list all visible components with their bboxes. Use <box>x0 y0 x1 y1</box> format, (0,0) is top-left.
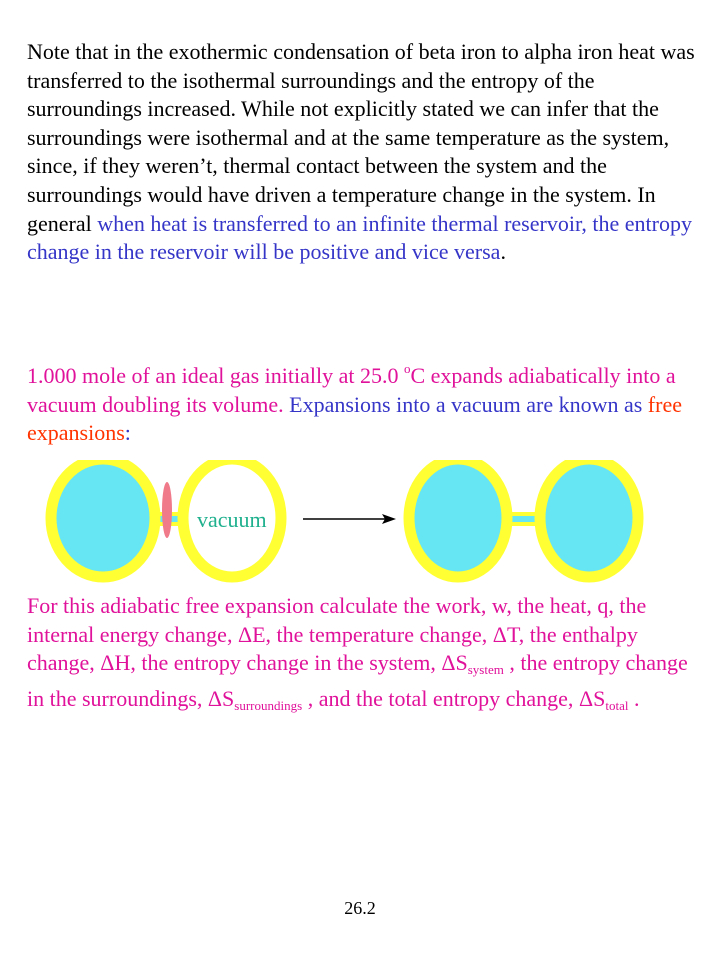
p2-definition: Expansions into a vacuum are known as <box>289 391 648 417</box>
p3-text-9: S <box>593 685 606 711</box>
delta-symbol: Δ <box>237 621 253 647</box>
p3-text-5: S <box>455 650 468 676</box>
subscript-total: total <box>605 697 629 713</box>
p2-end: : <box>124 420 131 446</box>
stopcock-valve <box>162 482 172 538</box>
p1-text: Note that in the exothermic condensation of beta iron to alpha iron heat was transferred to the isothermal surroundings and the entropy of the surroundings increased. While not explicitly stated we can infer that the surroundings were isothermal and at the same temperature as the system, since, if they weren’t, thermal contact between the system and the surroundings would have driven a temperature change in the system. In general <box>27 39 695 236</box>
p3-text-3: T, the enthalpy change, <box>27 621 638 676</box>
left-gas-bulb <box>51 460 155 577</box>
paragraph-problem-statement <box>27 355 697 448</box>
delta-symbol: Δ <box>492 621 507 647</box>
subscript-system: system <box>467 662 504 678</box>
paragraph-reservoir-entropy <box>27 38 697 267</box>
p3-text-6: , the entropy change in the surroundings, <box>27 650 688 711</box>
free-expansion-diagram <box>0 460 720 590</box>
paragraph-calculation-prompt <box>27 592 697 720</box>
p3-text-4: H, the entropy change in the system, <box>114 650 442 676</box>
p3-text-7: S <box>222 685 235 711</box>
delta-symbol: Δ <box>441 650 456 676</box>
p3-text-2: E, the temperature change, <box>252 621 493 647</box>
degree-symbol: o <box>403 361 411 376</box>
vacuum-label: vacuum <box>197 507 267 532</box>
right-bulb-left <box>409 460 507 577</box>
delta-symbol: Δ <box>207 685 223 711</box>
subscript-surroundings: surroundings <box>234 697 303 713</box>
free-expansions-term: free expansions <box>27 391 682 446</box>
delta-symbol: Δ <box>100 650 115 676</box>
p3-text-1: For this adiabatic free expansion calculate the work, w, the heat, q, the internal energy change, <box>27 593 647 647</box>
p2-text-a: 1.000 mole of an ideal gas initially at 25.0 <box>27 363 404 388</box>
page-number: 26.2 <box>344 898 376 918</box>
p3-text-8: , and the total entropy change, <box>302 685 579 711</box>
p1-highlight: when heat is transferred to an infinite thermal reservoir, the entropy change in the reservoir will be positive and vice versa <box>27 210 692 265</box>
p3-text-10: . <box>628 685 640 711</box>
p1-end: . <box>500 239 506 265</box>
delta-symbol: Δ <box>578 685 594 711</box>
p2-text-b: C expands adiabatically into a vacuum doubling its volume. <box>27 363 676 417</box>
right-bulb-right <box>540 460 638 577</box>
